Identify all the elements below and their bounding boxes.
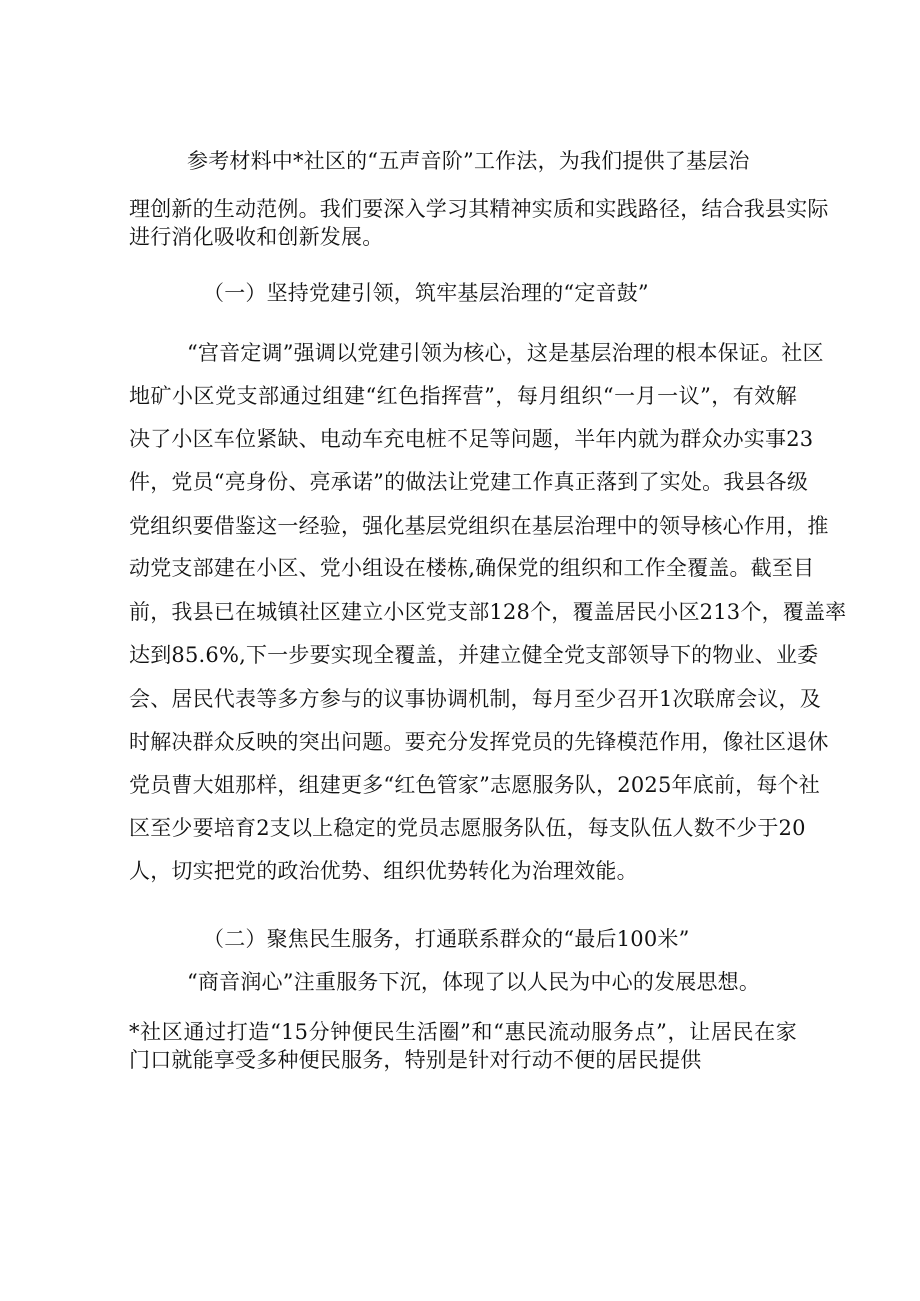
paragraph-line: 达到85.6%,下一步要实现全覆盖，并建立健全党支部领导下的物业、业委 [129, 643, 819, 667]
paragraph-line: 参考材料中*社区的“五声音阶”工作法，为我们提供了基层治 [187, 149, 750, 173]
paragraph-line: 门口就能享受多种便民服务，特别是针对行动不便的居民提供 [129, 1048, 702, 1072]
paragraph-line: 人，切实把党的政治优势、组织优势转化为治理效能。 [129, 859, 638, 883]
paragraph-line: “商音润心”注重服务下沉，体现了以人民为中心的发展思想。 [187, 970, 761, 994]
paragraph-line: 决了小区车位紧缺、电动车充电桩不足等问题，半年内就为群众办实事23 [129, 427, 814, 451]
paragraph-line: 区至少要培育2支以上稳定的党员志愿服务队伍，每支队伍人数不少于20 [129, 816, 806, 840]
section-heading: （二）聚焦民生服务，打通联系群众的“最后100米” [203, 927, 690, 951]
paragraph-line: 地矿小区党支部通过组建“红色指挥营”，每月组织“一月一议”，有效解 [129, 384, 797, 408]
paragraph-line: 动党支部建在小区、党小组设在楼栋,确保党的组织和工作全覆盖。截至目 [129, 556, 815, 580]
paragraph-line: 会、居民代表等多方参与的议事协调机制，每月至少召开1次联席会议，及 [129, 687, 821, 711]
section-heading: （一）坚持党建引领，筑牢基层治理的“定音鼓” [203, 281, 649, 305]
paragraph-line: *社区通过打造“15分钟便民生活圈”和“惠民流动服务点”，让居民在家 [129, 1020, 797, 1044]
paragraph-line: 前，我县已在城镇社区建立小区党支部128个，覆盖居民小区213个，覆盖率 [129, 600, 847, 624]
paragraph-line: 时解决群众反映的突出问题。要充分发挥党员的先锋模范作用，像社区退休 [129, 730, 829, 754]
paragraph-line: “宫音定调”强调以党建引领为核心，这是基层治理的根本保证。社区 [187, 341, 824, 365]
paragraph-line: 党组织要借鉴这一经验，强化基层党组织在基层治理中的领导核心作用，推 [129, 514, 829, 538]
paragraph-line: 理创新的生动范例。我们要深入学习其精神实质和实践路径，结合我县实际 [129, 197, 829, 221]
paragraph-line: 党员曹大姐那样，组建更多“红色管家”志愿服务队，2025年底前，每个社 [129, 773, 820, 797]
paragraph-line: 进行消化吸收和创新发展。 [129, 225, 384, 249]
paragraph-line: 件，党员“亮身份、亮承诺”的做法让党建工作真正落到了实处。我县各级 [129, 470, 809, 494]
